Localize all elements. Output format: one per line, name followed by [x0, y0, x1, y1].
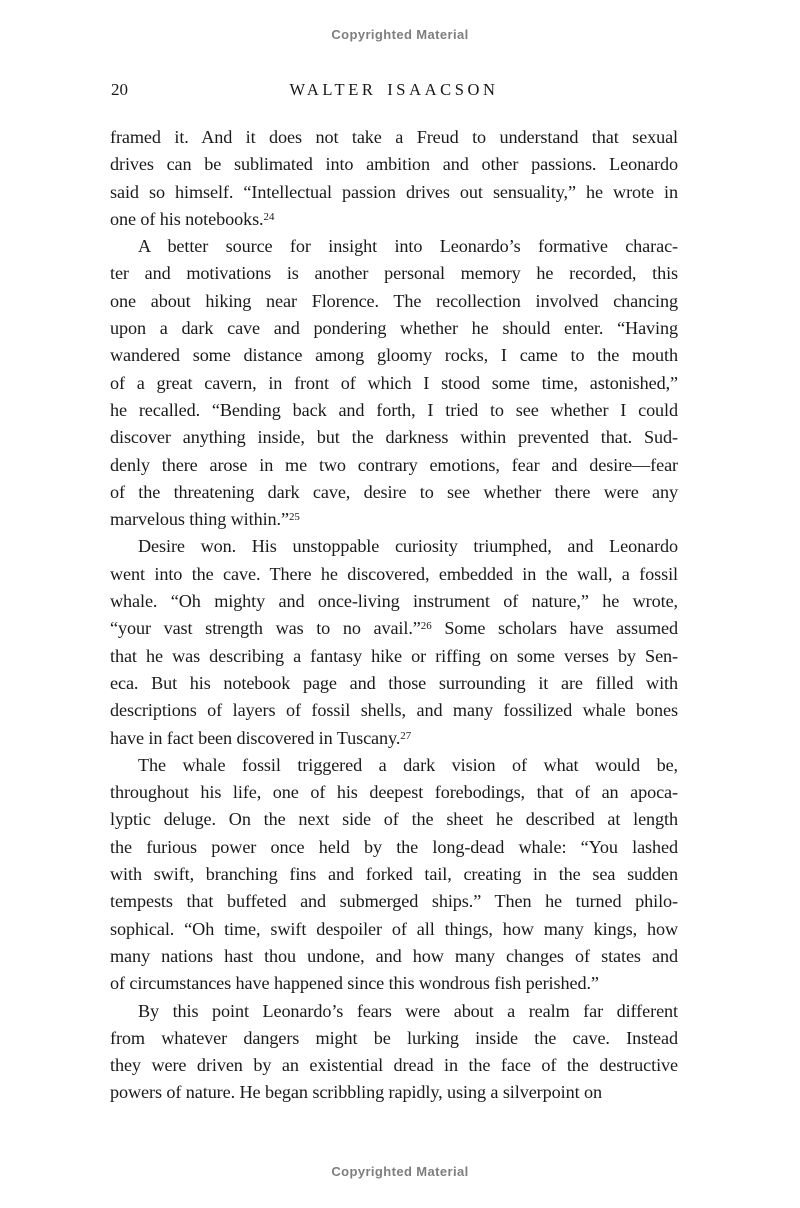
body-line: one about hiking near Florence. The recollection involved chancing [110, 290, 678, 311]
body-line: tempests that buffeted and submerged ships.” Then he turned philo- [110, 891, 678, 912]
copyright-notice-bottom: Copyrighted Material [331, 1164, 469, 1179]
body-line: lyptic deluge. On the next side of the sheet he described at length [110, 809, 678, 830]
body-line: eca. But his notebook page and those surrounding it are filled with [110, 672, 678, 693]
body-line: denly there arose in me two contrary emotions, fear and desire—fear [110, 454, 678, 475]
body-line: with swift, branching fins and forked tail, creating in the sea sudden [110, 864, 678, 885]
paragraph [110, 124, 678, 233]
body-line: that he was describing a fantasy hike or riffing on some verses by Sen- [110, 645, 678, 666]
body-line: he recalled. “Bending back and forth, I tried to see whether I could [110, 399, 678, 420]
body-line: marvelous thing within.”$^{25}$ [110, 509, 300, 530]
body-line: of the threatening dark cave, desire to see whether there were any [110, 481, 678, 502]
copyright-notice-top: Copyrighted Material [331, 27, 469, 42]
body-line: have in fact been discovered in Tuscany.$^{27}$ [110, 727, 412, 748]
body-line: A better source for insight into Leonardo’s formative charac- [138, 236, 678, 257]
body-line: went into the cave. There he discovered, embedded in the wall, a fossil [110, 563, 678, 584]
body-line: throughout his life, one of his deepest forebodings, that of an apoca- [110, 782, 678, 803]
body-line: one of his notebooks.$^{24}$ [110, 208, 275, 229]
footnote-reference: 24 [263, 210, 275, 223]
body-line: sophical. “Oh time, swift despoiler of all things, how many kings, how [110, 918, 678, 939]
body-line: The whale fossil triggered a dark vision of what would be, [138, 754, 678, 775]
body-line: of circumstances have happened since this wondrous fish perished.” [110, 973, 599, 994]
page-number: 20 [111, 80, 128, 99]
body-line: they were driven by an existential dread in the face of the destructive [110, 1055, 678, 1076]
body-line: powers of nature. He began scribbling rapidly, using a silverpoint on [110, 1082, 602, 1103]
body-line: “your vast strength was to no avail.”$^{26}$ Some scholars have assumed [110, 618, 679, 639]
body-line: the furious power once held by the long-dead whale: “You lashed [110, 836, 678, 857]
body-line: whale. “Oh mighty and once-living instrument of nature,” he wrote, [110, 591, 678, 612]
footnote-reference: 25 [288, 511, 300, 524]
running-header-author: WALTER ISAACSON [289, 80, 499, 99]
page-header [110, 80, 678, 100]
body-line: upon a dark cave and pondering whether he should enter. “Having [110, 318, 678, 339]
body-line: drives can be sublimated into ambition and other passions. Leonardo [110, 154, 678, 175]
body-line: Desire won. His unstoppable curiosity triumphed, and Leonardo [138, 536, 678, 557]
body-line: descriptions of layers of fossil shells, and many fossilized whale bones [110, 700, 678, 721]
paragraph [110, 533, 678, 751]
body-line: many nations hast thou undone, and how many changes of states and [110, 945, 678, 966]
footnote-reference: 26 [420, 620, 432, 633]
body-line: wandered some distance among gloomy rocks, I came to the mouth [110, 345, 678, 366]
body-line: of a great cavern, in front of which I stood some time, astonished,” [110, 372, 678, 393]
paragraph [110, 233, 678, 533]
paragraph [110, 998, 678, 1107]
body-line: By this point Leonardo’s fears were about a realm far different [138, 1000, 678, 1021]
paragraph [110, 752, 678, 998]
body-line: from whatever dangers might be lurking inside the cave. Instead [110, 1027, 678, 1048]
body-text [110, 124, 678, 1107]
footnote-reference: 27 [400, 729, 412, 742]
body-line: said so himself. “Intellectual passion drives out sensuality,” he wrote in [110, 181, 678, 202]
body-line: ter and motivations is another personal memory he recorded, this [110, 263, 678, 284]
body-line: discover anything inside, but the darkness within prevented that. Sud- [110, 427, 678, 448]
body-line: framed it. And it does not take a Freud to understand that sexual [110, 127, 678, 147]
